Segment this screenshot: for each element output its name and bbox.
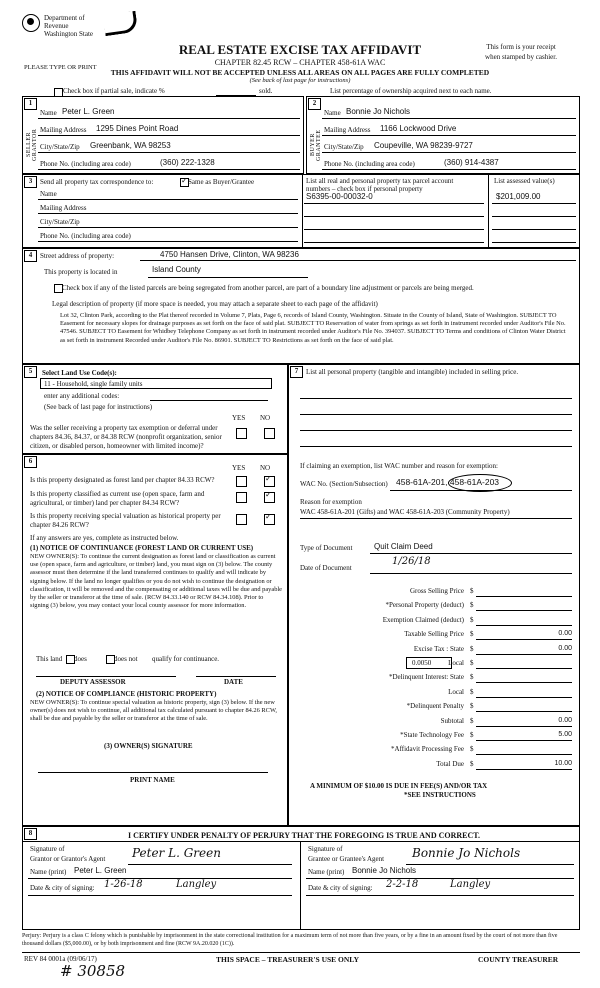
wac-number-value[interactable]: 458-61A-201, 458-61A-203 [396,477,500,487]
page-title: REAL ESTATE EXCISE TAX AFFIDAVIT [178,42,422,57]
grantor-sig-label-1: Signature of [30,845,65,853]
located-in-label: This property is located in [44,268,118,276]
tax-row-input[interactable] [476,726,572,727]
partial-sale-label: Check box if partial sale, indicate % [63,87,165,95]
seller-phone-value[interactable]: (360) 222-1328 [160,158,215,167]
tax-row-label: *Affidavit Processing Fee [391,745,464,754]
tax-row-label: Taxable Selling Price [404,630,464,639]
s5-no-label: NO [260,414,271,422]
tax-row-label: Gross Selling Price [409,587,464,595]
grantor-date-value[interactable]: 1-26-18 [104,879,143,890]
tax-row-value: 0.00 [558,716,572,724]
county-treasurer-label: COUNTY TREASURER [478,955,559,964]
personal-property-input-1[interactable] [300,398,572,399]
s6-question-2: Is this property classified as current use (open space, farm and agricultural, or timber) land per chapter 84.34 RCW? [30,490,205,507]
tax-row-value: 0.00 [558,644,572,652]
tax-row-input[interactable] [476,625,572,626]
s6-paragraph-2: NEW OWNER(S): To continue special valuation as historic property, sign (3) below. If the new owner(s) does not wish to continue, all additional tax calculated pursuant to chapter 84.26 RCW, shall be due and payable by the seller or transferor at the time of sale. [30,699,277,723]
buyer-mailing-label: Mailing Address [324,126,371,134]
receipt-line-2: when stamped by cashier. [485,53,557,61]
s6-heading-1: (1) NOTICE OF CONTINUANCE (FOREST LAND OR CURRENT USE) [30,544,254,552]
additional-codes-input[interactable] [150,400,268,401]
tax-row-label: Local [448,687,464,696]
buyer-citystatezip-label: City/State/Zip [324,143,364,151]
exemption-claim-label: If claiming an exemption, list WAC number and reason for exemption: [300,462,498,470]
buyer-phone-label: Phone No. (including area code) [324,160,415,168]
currency-symbol: $ [470,587,474,595]
s6-heading-2: (2) NOTICE OF COMPLIANCE (HISTORIC PROPERTY) [36,690,217,698]
corr-phone-input[interactable] [38,241,298,242]
corr-citystatezip-input[interactable] [38,227,298,228]
assessor-date-label: DATE [224,678,243,686]
perjury-note: Perjury: Perjury is a class C felony which is punishable by imprisonment in the state correctional institution for a maximum term of not more than five years, or by a fine in an amount fixed by the court of not more than five thousand dollars ($5,000.00), or by both imprisonment and fine (RCW 9A.20.020 (1C)). [22,933,558,947]
s5-yes-label: YES [232,414,246,422]
tax-row-input[interactable] [476,654,572,655]
type-or-print-note: PLEASE TYPE OR PRINT [24,64,97,71]
corr-name-label: Name [40,190,57,198]
s6-yes-label: YES [232,464,246,472]
wac-number-label: WAC No. (Section/Subsection) [300,480,388,488]
treasurer-stamp: # 30858 [60,962,126,980]
tax-row-label: Excise Tax : State [413,644,464,653]
assessed-header: List assessed value(s) [494,177,555,185]
buyer-citystatezip-value[interactable]: Coupeville, WA 98239-9727 [374,141,473,150]
assessed-value[interactable]: $201,009.00 [496,192,541,201]
corr-phone-label: Phone No. (including area code) [40,232,131,240]
tax-row-label: Exemption Claimed (deduct) [382,615,464,624]
land-use-title: Select Land Use Code(s): [42,369,117,377]
buyer-name-value[interactable]: Bonnie Jo Nichols [346,107,411,116]
legal-description-label: Legal description of property (if more space is needed, you may attach a separate sheet to each page of the affidavit) [52,300,378,308]
seller-citystatezip-value[interactable]: Greenbank, WA 98253 [90,141,171,150]
tax-row-value: 0.00 [558,630,572,638]
buyer-mailing-value[interactable]: 1166 Lockwood Drive [380,124,457,133]
street-address-value[interactable]: 4750 Hansen Drive, Clinton, WA 98236 [160,250,299,259]
personal-property-input-4[interactable] [300,446,572,447]
tax-row-input[interactable] [476,682,572,683]
s6-q1-yes-checkbox[interactable] [236,476,247,487]
tax-row-label: Subtotal [440,716,464,725]
owner-signature-line[interactable] [38,772,268,773]
grantee-name-value[interactable]: Bonnie Jo Nichols [352,866,417,875]
this-land-label: This land [36,655,63,663]
buyer-phone-value[interactable]: (360) 914-4387 [444,158,499,167]
tax-row-input[interactable] [476,596,572,597]
section-7-number: 7 [290,366,303,378]
grantee-signature[interactable]: Bonnie Jo Nichols [412,846,521,860]
grantee-date-value[interactable]: 2-2-18 [386,879,419,890]
section-5-number: 5 [24,366,37,378]
certify-statement: I CERTIFY UNDER PENALTY OF PERJURY THAT THE FOREGOING IS TRUE AND CORRECT. [128,831,481,840]
s5-q1-yes-checkbox[interactable] [236,428,247,439]
buyer-side-label: BUYER GRANTEE [310,129,322,161]
grantor-city-value[interactable]: Langley [176,879,217,890]
dept-label: Department of [44,14,85,22]
currency-symbol: $ [470,615,474,624]
currency-symbol: $ [470,601,474,610]
s6-heading-3: (3) OWNER(S) SIGNATURE [104,742,193,750]
currency-symbol: $ [470,659,474,667]
tax-row-input[interactable] [476,639,572,640]
grantor-sig-label-2: Grantor or Grantor's Agent [30,855,106,863]
deputy-assessor-signature-line[interactable] [36,676,176,677]
seller-mailing-label: Mailing Address [40,126,87,134]
same-as-buyer-label: Same as Buyer/Grantee [188,178,255,186]
tax-row-input[interactable] [476,610,572,611]
currency-symbol: $ [470,745,474,754]
currency-symbol: $ [470,702,474,711]
tax-row-label: Total Due [436,759,464,768]
additional-codes-label: enter any additional codes: [44,392,120,400]
s6-q2-yes-checkbox[interactable] [236,492,247,503]
segregated-note: Check box if any of the listed parcels are being segregated from another parcel, are part of a boundary line adjustment or parcels are being merged. [62,284,474,292]
corr-citystatezip-label: City/State/Zip [40,218,80,226]
corr-name-input[interactable] [38,199,298,200]
tax-row-label: *Personal Property (deduct) [385,601,464,610]
legal-description-text: Lot 32, Clinton Park, according to the Plat thereof recorded in Volume 7, Plats, Page 6, records of Island County, Washington. Situate in the County of Island, State of Washington. SUBJECT TO Easement for necessary slopes for drainage purposes as set forth on the face of said plat. SUBJECT TO Reservation of water from springs as set forth in instrument recorded under Auditor's File No. 47546. SUBJECT TO Easement for Whidbey Telephone Company as set forth in instrument recorded under Auditor's File No. 394037. SUBJECT TO Terms and conditions of Clinton Water District as set forth in instrument Recorded under Auditor's File No. 86901. SUBJECT TO Restrictions as set forth on the face of said plat. [60,312,566,344]
corr-mailing-label: Mailing Address [40,204,87,212]
revenue-swoosh-icon [103,11,139,36]
tax-row-label: *Delinquent Penalty [406,702,464,711]
parcel-number-value[interactable]: S6395-00-00032-0 [306,192,373,201]
deputy-assessor-label: DEPUTY ASSESSOR [60,678,126,686]
seller-side-label: SELLER GRANTOR [26,128,38,162]
grantee-sig-label-1: Signature of [308,845,343,853]
s5-q1-no-checkbox[interactable] [264,428,275,439]
s6-q1-no-checkbox[interactable] [264,476,275,487]
tax-row-label: *State Technology Fee [400,731,464,739]
revenue-label: Revenue [44,22,69,30]
receipt-line-1: This form is your receipt [486,43,556,51]
doc-type-value[interactable]: Quit Claim Deed [374,542,433,551]
dept-logo [44,14,93,38]
print-name-label: PRINT NAME [130,776,175,784]
state-label: Washington State [44,30,94,38]
doc-type-label: Type of Document [300,544,353,552]
street-address-label: Street address of property: [40,252,115,260]
grantor-name-value[interactable]: Peter L. Green [74,866,127,875]
s6-if-any-note: If any answers are yes, complete as instructed below. [30,534,179,542]
corr-mailing-input[interactable] [38,213,298,214]
minimum-due-note: A MINIMUM OF $10.00 IS DUE IN FEE(S) AND/OR TAX [310,782,488,790]
local-rate-value: 0.0050 [412,659,432,667]
correspondence-label: Send all property tax correspondence to: [40,178,154,186]
revenue-logo-icon [22,14,40,32]
seller-name-label: Name [40,109,57,117]
reason-exemption-value[interactable]: WAC 458-61A-201 (Gifts) and WAC 458-61A-203 (Community Property) [300,508,510,516]
grantor-date-label: Date & city of signing: [30,884,95,892]
treasurer-space-label: THIS SPACE – TREASURER'S USE ONLY [216,955,360,964]
seller-name-value[interactable]: Peter L. Green [62,107,115,116]
receipt-note [456,42,586,62]
section-1-number: 1 [24,98,37,110]
personal-property-label: List all personal property (tangible and intangible) included in selling price. [306,368,519,376]
parcel-header-line2: numbers – check box if personal property [306,185,423,193]
currency-symbol: $ [470,731,474,739]
doc-date-label: Date of Document [300,564,352,572]
see-back-note: (See back of last page for instructions) [249,77,351,84]
land-does-label: does [74,655,87,663]
section-4-number: 4 [24,250,37,262]
located-in-value[interactable]: Island County [152,265,201,274]
section-6-number: 6 [24,456,37,468]
tax-row-input[interactable] [476,711,572,712]
seller-citystatezip-label: City/State/Zip [40,143,80,151]
currency-symbol: $ [470,630,474,639]
section-8-number: 8 [24,828,37,840]
form-id: REV 84 0001a (09/06/17) [24,955,97,963]
section-7-box [288,364,580,826]
s6-question-1: Is this property designated as forest land per chapter 84.33 RCW? [30,476,215,484]
s6-q3-no-checkbox[interactable] [264,514,275,525]
s6-q3-yes-checkbox[interactable] [236,514,247,525]
tax-row-input[interactable] [476,668,572,669]
grantee-date-label: Date & city of signing: [308,884,373,892]
tax-row-value: 5.00 [558,731,572,738]
grantee-sig-label-2: Grantee or Grantee's Agent [308,855,385,863]
currency-symbol: $ [470,759,474,768]
s6-q2-no-checkbox[interactable] [264,492,275,503]
see-instructions-note: *SEE INSTRUCTIONS [404,791,476,799]
grantee-city-value[interactable]: Langley [450,879,491,890]
grantor-signature[interactable]: Peter L. Green [132,846,221,860]
currency-symbol: $ [470,687,474,696]
s6-no-label: NO [260,464,271,472]
section-2-number: 2 [308,98,321,110]
tax-row-value: 10.00 [554,759,572,767]
tax-row-label: Local [448,659,464,667]
s6-question-3: Is this property receiving special valuation as historical property per chapter 84.26 RCW? [30,512,221,529]
land-use-code-value: 11 - Household, single family units [44,380,143,388]
assessor-date-line[interactable] [196,676,276,677]
tax-row-input[interactable] [476,697,572,698]
buyer-name-label: Name [324,109,341,117]
tax-row-input[interactable] [476,740,572,741]
currency-symbol: $ [470,673,474,682]
personal-property-input-3[interactable] [300,430,572,431]
parcel-header-line1: List all real and personal property tax parcel account [306,177,454,185]
currency-symbol: $ [470,644,474,653]
s6-paragraph-1: NEW OWNER(S): To continue the current designation as forest land or classification as current use (open space, farm and agriculture, or timber) land, you must sign on (3) below. The county assessor must then determine if the land transferred continues to qualify and will indicate by signing below. If the land no longer qualifies or you do not wish to continue the designation or classification, it will be removed and the compensating or additional taxes will be due and payable by the seller or transferor at the time of sale. (RCW 84.33.140 or RCW 84.34.108). Prior to signing (3) below, you may contact your local county assessor for more information. [30,553,282,610]
warning-text: THIS AFFIDAVIT WILL NOT BE ACCEPTED UNLESS ALL AREAS ON ALL PAGES ARE FULLY COMPLETED [110,68,490,77]
grantee-name-label: Name (print) [308,868,345,876]
doc-date-value[interactable]: 1/26/18 [392,556,431,567]
seller-phone-label: Phone No. (including area code) [40,160,131,168]
reason-exemption-label: Reason for exemption [300,498,362,506]
tax-row-input[interactable] [476,754,572,755]
pct-ownership-note: List percentage of ownership acquired next to each name. [330,87,492,95]
section-6-box [22,454,288,826]
page-subtitle: CHAPTER 82.45 RCW – CHAPTER 458-61A WAC [214,58,386,67]
qualify-label: qualify for continuance. [152,655,220,663]
land-does-not-label: does not [114,655,138,663]
currency-symbol: $ [470,716,474,725]
s5-question-1: Was the seller receiving a property tax exemption or deferral under chapters 84.36, 84.37, or 84.38 RCW (nonprofit organization, senior citizen, or disabled person, homeowner with limited income)? [30,424,222,450]
tax-row-label: *Delinquent Interest: State [388,673,464,682]
personal-property-input-2[interactable] [300,414,572,415]
grantor-name-label: Name (print) [30,868,67,876]
partial-sold-label: sold. [259,87,273,95]
tax-row-input[interactable] [476,769,572,770]
land-use-see-back: (See back of last page for instructions) [44,403,153,411]
seller-mailing-value[interactable]: 1295 Dines Point Road [96,124,179,133]
section-3-number: 3 [24,176,37,188]
